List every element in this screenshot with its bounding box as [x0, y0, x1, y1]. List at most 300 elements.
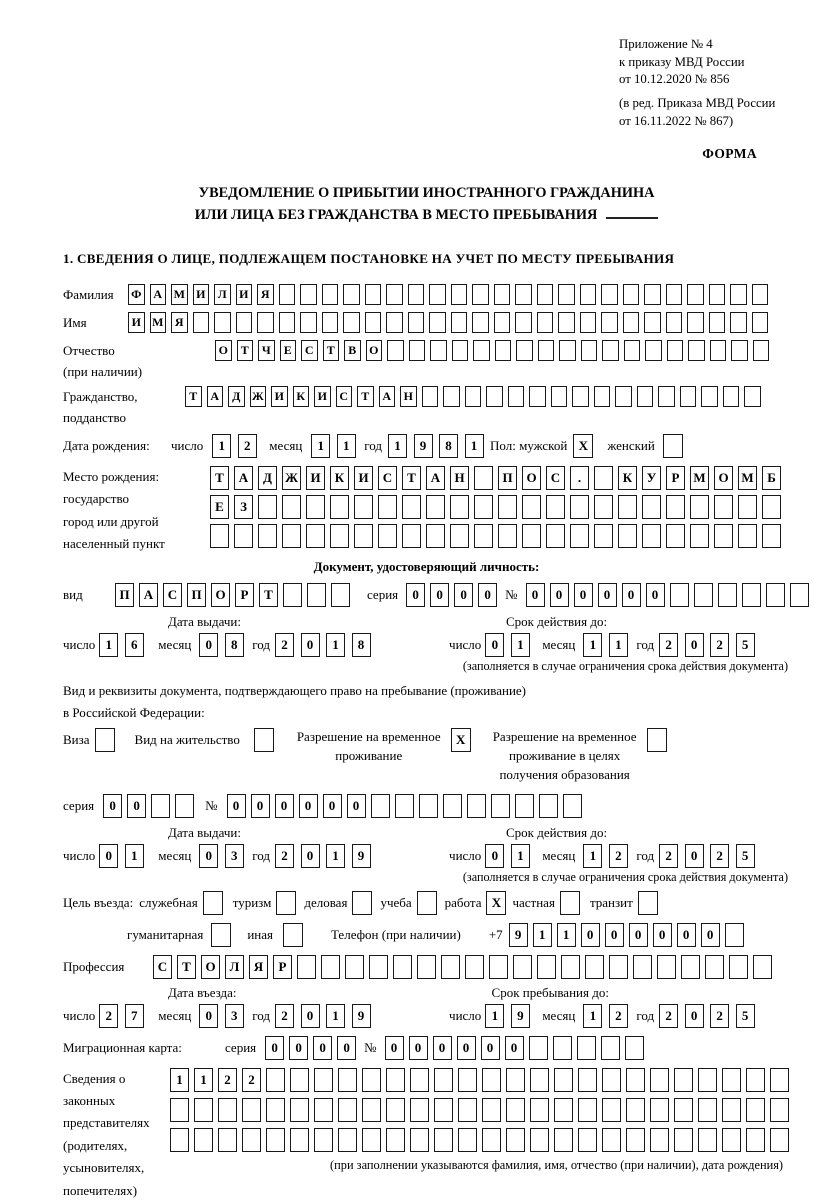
char-cell[interactable]: Б: [762, 466, 781, 490]
char-cell[interactable]: [615, 386, 632, 407]
char-cell[interactable]: [766, 583, 785, 607]
blank-line[interactable]: [606, 205, 658, 219]
char-cell[interactable]: [515, 312, 532, 333]
char-cell[interactable]: 0: [701, 923, 720, 947]
char-cell[interactable]: [234, 524, 253, 548]
char-cell[interactable]: [489, 955, 508, 979]
char-cell[interactable]: [637, 386, 654, 407]
char-cell[interactable]: [386, 284, 403, 305]
char-cell[interactable]: [513, 955, 532, 979]
char-cell[interactable]: Л: [225, 955, 244, 979]
purpose-checkbox-inaya[interactable]: [283, 923, 303, 947]
char-cell[interactable]: [658, 386, 675, 407]
char-cell[interactable]: [558, 284, 575, 305]
char-cell[interactable]: [321, 955, 340, 979]
char-cell[interactable]: [642, 495, 661, 519]
char-cell[interactable]: 0: [199, 1004, 218, 1028]
char-cell[interactable]: 0: [301, 1004, 320, 1028]
char-cell[interactable]: [95, 728, 115, 752]
char-cell[interactable]: [354, 524, 373, 548]
char-cell[interactable]: Р: [666, 466, 685, 490]
char-cell[interactable]: [698, 1098, 717, 1122]
char-cell[interactable]: [498, 495, 517, 519]
char-cell[interactable]: 2: [659, 633, 678, 657]
char-cell[interactable]: [722, 1128, 741, 1152]
char-cell[interactable]: [585, 955, 604, 979]
char-cell[interactable]: [701, 386, 718, 407]
char-cell[interactable]: 1: [212, 434, 231, 458]
char-cell[interactable]: [465, 386, 482, 407]
char-cell[interactable]: А: [207, 386, 224, 407]
sex-female-checkbox[interactable]: [663, 434, 683, 458]
char-cell[interactable]: [705, 955, 724, 979]
char-cell[interactable]: 6: [125, 633, 144, 657]
char-cell[interactable]: [722, 1098, 741, 1122]
char-cell[interactable]: 0: [99, 844, 118, 868]
char-cell[interactable]: 0: [409, 1036, 428, 1060]
purpose-checkbox-chastnaya[interactable]: [560, 891, 580, 915]
char-cell[interactable]: 1: [583, 633, 602, 657]
char-cell[interactable]: [194, 1128, 213, 1152]
char-cell[interactable]: [365, 312, 382, 333]
char-cell[interactable]: [730, 284, 747, 305]
char-cell[interactable]: [402, 495, 421, 519]
char-cell[interactable]: А: [426, 466, 445, 490]
char-cell[interactable]: Р: [235, 583, 254, 607]
char-cell[interactable]: [553, 1036, 572, 1060]
char-cell[interactable]: [663, 434, 683, 458]
char-cell[interactable]: 1: [326, 844, 345, 868]
char-cell[interactable]: [345, 955, 364, 979]
char-cell[interactable]: И: [193, 284, 210, 305]
char-cell[interactable]: [494, 312, 511, 333]
char-cell[interactable]: 1: [583, 844, 602, 868]
char-cell[interactable]: [322, 312, 339, 333]
char-cell[interactable]: [266, 1098, 285, 1122]
char-cell[interactable]: 0: [550, 583, 569, 607]
char-cell[interactable]: [729, 955, 748, 979]
char-cell[interactable]: Т: [402, 466, 421, 490]
char-cell[interactable]: [393, 955, 412, 979]
char-cell[interactable]: 2: [609, 844, 628, 868]
entry-year[interactable]: [275, 1004, 377, 1028]
char-cell[interactable]: [151, 794, 170, 818]
char-cell[interactable]: М: [150, 312, 167, 333]
char-cell[interactable]: 0: [301, 844, 320, 868]
char-cell[interactable]: 1: [485, 1004, 504, 1028]
char-cell[interactable]: [602, 340, 619, 361]
char-cell[interactable]: А: [150, 284, 167, 305]
char-cell[interactable]: [467, 794, 486, 818]
residence-issue-day[interactable]: [99, 844, 150, 868]
char-cell[interactable]: М: [171, 284, 188, 305]
char-cell[interactable]: [465, 955, 484, 979]
char-cell[interactable]: [472, 312, 489, 333]
birth-day-cells[interactable]: [212, 434, 263, 458]
char-cell[interactable]: 1: [311, 434, 330, 458]
char-cell[interactable]: [594, 524, 613, 548]
char-cell[interactable]: И: [128, 312, 145, 333]
char-cell[interactable]: [602, 1098, 621, 1122]
char-cell[interactable]: [322, 284, 339, 305]
sex-male-checkbox[interactable]: [573, 434, 593, 458]
char-cell[interactable]: [474, 495, 493, 519]
char-cell[interactable]: Н: [450, 466, 469, 490]
residence-valid-day[interactable]: [485, 844, 536, 868]
char-cell[interactable]: [644, 284, 661, 305]
char-cell[interactable]: [458, 1098, 477, 1122]
char-cell[interactable]: О: [522, 466, 541, 490]
char-cell[interactable]: [570, 524, 589, 548]
profession-cells[interactable]: [153, 955, 777, 979]
residence-valid-year[interactable]: [659, 844, 761, 868]
residence-permit-checkbox[interactable]: [254, 728, 274, 752]
char-cell[interactable]: [426, 495, 445, 519]
residence-number-cells[interactable]: [227, 794, 587, 818]
char-cell[interactable]: [410, 1128, 429, 1152]
char-cell[interactable]: .: [570, 466, 589, 490]
char-cell[interactable]: [314, 1068, 333, 1092]
char-cell[interactable]: [210, 524, 229, 548]
char-cell[interactable]: [537, 312, 554, 333]
char-cell[interactable]: [680, 386, 697, 407]
char-cell[interactable]: 1: [465, 434, 484, 458]
char-cell[interactable]: [491, 794, 510, 818]
char-cell[interactable]: [666, 312, 683, 333]
char-cell[interactable]: [266, 1068, 285, 1092]
purpose-checkbox-sluzhebnaya[interactable]: [203, 891, 223, 915]
char-cell[interactable]: [647, 728, 667, 752]
char-cell[interactable]: О: [215, 340, 232, 361]
char-cell[interactable]: 2: [710, 633, 729, 657]
char-cell[interactable]: И: [354, 466, 373, 490]
char-cell[interactable]: 1: [326, 633, 345, 657]
char-cell[interactable]: 0: [337, 1036, 356, 1060]
char-cell[interactable]: 1: [194, 1068, 213, 1092]
char-cell[interactable]: [306, 495, 325, 519]
char-cell[interactable]: [594, 495, 613, 519]
char-cell[interactable]: [314, 1128, 333, 1152]
char-cell[interactable]: О: [366, 340, 383, 361]
char-cell[interactable]: [409, 340, 426, 361]
patronymic-cells[interactable]: [215, 340, 774, 361]
char-cell[interactable]: 2: [275, 1004, 294, 1028]
char-cell[interactable]: [441, 955, 460, 979]
char-cell[interactable]: М: [690, 466, 709, 490]
char-cell[interactable]: [626, 1068, 645, 1092]
doc-kind-cells[interactable]: [115, 583, 355, 607]
char-cell[interactable]: 7: [125, 1004, 144, 1028]
residence-issue-year[interactable]: [275, 844, 377, 868]
char-cell[interactable]: [290, 1068, 309, 1092]
char-cell[interactable]: [378, 524, 397, 548]
char-cell[interactable]: [236, 312, 253, 333]
char-cell[interactable]: Ч: [258, 340, 275, 361]
char-cell[interactable]: 2: [275, 844, 294, 868]
char-cell[interactable]: [482, 1098, 501, 1122]
char-cell[interactable]: [194, 1098, 213, 1122]
char-cell[interactable]: [193, 312, 210, 333]
char-cell[interactable]: [645, 340, 662, 361]
char-cell[interactable]: К: [330, 466, 349, 490]
char-cell[interactable]: [624, 340, 641, 361]
char-cell[interactable]: [580, 312, 597, 333]
char-cell[interactable]: 9: [414, 434, 433, 458]
char-cell[interactable]: [330, 495, 349, 519]
char-cell[interactable]: [290, 1128, 309, 1152]
entry-month[interactable]: [199, 1004, 250, 1028]
char-cell[interactable]: [451, 284, 468, 305]
char-cell[interactable]: 5: [736, 844, 755, 868]
char-cell[interactable]: Я: [249, 955, 268, 979]
char-cell[interactable]: И: [271, 386, 288, 407]
char-cell[interactable]: [560, 891, 580, 915]
char-cell[interactable]: [742, 583, 761, 607]
birth-month-cells[interactable]: [311, 434, 362, 458]
char-cell[interactable]: И: [306, 466, 325, 490]
char-cell[interactable]: [738, 495, 757, 519]
char-cell[interactable]: [730, 312, 747, 333]
char-cell[interactable]: [362, 1068, 381, 1092]
char-cell[interactable]: 0: [275, 794, 294, 818]
char-cell[interactable]: 2: [275, 633, 294, 657]
char-cell[interactable]: 8: [439, 434, 458, 458]
char-cell[interactable]: [434, 1098, 453, 1122]
char-cell[interactable]: [770, 1098, 789, 1122]
char-cell[interactable]: [282, 495, 301, 519]
char-cell[interactable]: 0: [629, 923, 648, 947]
char-cell[interactable]: [486, 386, 503, 407]
char-cell[interactable]: [731, 340, 748, 361]
char-cell[interactable]: [482, 1068, 501, 1092]
char-cell[interactable]: 1: [533, 923, 552, 947]
char-cell[interactable]: [710, 340, 727, 361]
char-cell[interactable]: К: [293, 386, 310, 407]
char-cell[interactable]: [338, 1128, 357, 1152]
char-cell[interactable]: [450, 495, 469, 519]
char-cell[interactable]: [687, 284, 704, 305]
char-cell[interactable]: X: [451, 728, 471, 752]
char-cell[interactable]: [626, 1098, 645, 1122]
char-cell[interactable]: 1: [609, 633, 628, 657]
char-cell[interactable]: [694, 583, 713, 607]
char-cell[interactable]: [554, 1068, 573, 1092]
char-cell[interactable]: [690, 524, 709, 548]
char-cell[interactable]: [443, 386, 460, 407]
char-cell[interactable]: 0: [646, 583, 665, 607]
char-cell[interactable]: [666, 495, 685, 519]
char-cell[interactable]: [515, 284, 532, 305]
char-cell[interactable]: 0: [485, 844, 504, 868]
char-cell[interactable]: [714, 495, 733, 519]
char-cell[interactable]: [419, 794, 438, 818]
char-cell[interactable]: [752, 284, 769, 305]
char-cell[interactable]: [474, 466, 493, 490]
char-cell[interactable]: [369, 955, 388, 979]
char-cell[interactable]: [744, 386, 761, 407]
char-cell[interactable]: [338, 1098, 357, 1122]
char-cell[interactable]: [458, 1128, 477, 1152]
char-cell[interactable]: [429, 284, 446, 305]
char-cell[interactable]: Т: [259, 583, 278, 607]
char-cell[interactable]: [386, 1068, 405, 1092]
identity-issue-month[interactable]: [199, 633, 250, 657]
char-cell[interactable]: [443, 794, 462, 818]
char-cell[interactable]: 2: [242, 1068, 261, 1092]
char-cell[interactable]: 5: [736, 1004, 755, 1028]
char-cell[interactable]: У: [642, 466, 661, 490]
purpose-checkbox-delovaya[interactable]: [352, 891, 372, 915]
char-cell[interactable]: [378, 495, 397, 519]
char-cell[interactable]: 0: [685, 1004, 704, 1028]
char-cell[interactable]: Л: [214, 284, 231, 305]
char-cell[interactable]: [387, 340, 404, 361]
char-cell[interactable]: [282, 524, 301, 548]
char-cell[interactable]: Т: [357, 386, 374, 407]
char-cell[interactable]: 0: [605, 923, 624, 947]
char-cell[interactable]: Т: [185, 386, 202, 407]
char-cell[interactable]: [530, 1128, 549, 1152]
mc-number-cells[interactable]: [385, 1036, 649, 1060]
char-cell[interactable]: [762, 524, 781, 548]
char-cell[interactable]: С: [153, 955, 172, 979]
char-cell[interactable]: [508, 386, 525, 407]
char-cell[interactable]: [601, 1036, 620, 1060]
identity-issue-day[interactable]: [99, 633, 150, 657]
char-cell[interactable]: 2: [710, 1004, 729, 1028]
char-cell[interactable]: [594, 386, 611, 407]
char-cell[interactable]: Ж: [282, 466, 301, 490]
char-cell[interactable]: [666, 524, 685, 548]
char-cell[interactable]: [722, 1068, 741, 1092]
char-cell[interactable]: 0: [265, 1036, 284, 1060]
char-cell[interactable]: 9: [352, 1004, 371, 1028]
char-cell[interactable]: [451, 312, 468, 333]
char-cell[interactable]: [594, 466, 613, 490]
char-cell[interactable]: [546, 495, 565, 519]
char-cell[interactable]: 0: [313, 1036, 332, 1060]
char-cell[interactable]: [770, 1068, 789, 1092]
char-cell[interactable]: [578, 1128, 597, 1152]
char-cell[interactable]: [352, 891, 372, 915]
char-cell[interactable]: [578, 1068, 597, 1092]
char-cell[interactable]: [551, 386, 568, 407]
char-cell[interactable]: [690, 495, 709, 519]
char-cell[interactable]: [365, 284, 382, 305]
char-cell[interactable]: Ж: [250, 386, 267, 407]
char-cell[interactable]: И: [314, 386, 331, 407]
char-cell[interactable]: [572, 386, 589, 407]
char-cell[interactable]: 9: [509, 923, 528, 947]
char-cell[interactable]: 1: [557, 923, 576, 947]
char-cell[interactable]: [570, 495, 589, 519]
char-cell[interactable]: [266, 1128, 285, 1152]
char-cell[interactable]: [170, 1098, 189, 1122]
residence-series-cells[interactable]: [103, 794, 199, 818]
char-cell[interactable]: Н: [400, 386, 417, 407]
char-cell[interactable]: [601, 284, 618, 305]
char-cell[interactable]: [386, 1128, 405, 1152]
representatives-row3-cells[interactable]: [170, 1128, 794, 1152]
char-cell[interactable]: Д: [258, 466, 277, 490]
char-cell[interactable]: [371, 794, 390, 818]
temp-permit-checkbox[interactable]: [451, 728, 471, 752]
char-cell[interactable]: [601, 312, 618, 333]
char-cell[interactable]: 1: [125, 844, 144, 868]
char-cell[interactable]: А: [234, 466, 253, 490]
mc-series-cells[interactable]: [265, 1036, 361, 1060]
char-cell[interactable]: [408, 312, 425, 333]
stay-month[interactable]: [583, 1004, 634, 1028]
char-cell[interactable]: 5: [736, 633, 755, 657]
char-cell[interactable]: 0: [301, 633, 320, 657]
char-cell[interactable]: 0: [622, 583, 641, 607]
char-cell[interactable]: [395, 794, 414, 818]
char-cell[interactable]: 1: [388, 434, 407, 458]
char-cell[interactable]: [642, 524, 661, 548]
char-cell[interactable]: Е: [210, 495, 229, 519]
char-cell[interactable]: [474, 524, 493, 548]
char-cell[interactable]: [790, 583, 809, 607]
char-cell[interactable]: 0: [454, 583, 473, 607]
char-cell[interactable]: [495, 340, 512, 361]
char-cell[interactable]: Д: [228, 386, 245, 407]
char-cell[interactable]: [170, 1128, 189, 1152]
char-cell[interactable]: [537, 955, 556, 979]
char-cell[interactable]: [723, 386, 740, 407]
char-cell[interactable]: [546, 524, 565, 548]
char-cell[interactable]: 0: [227, 794, 246, 818]
char-cell[interactable]: [650, 1128, 669, 1152]
char-cell[interactable]: [314, 1098, 333, 1122]
char-cell[interactable]: [506, 1128, 525, 1152]
char-cell[interactable]: 0: [199, 844, 218, 868]
char-cell[interactable]: [402, 524, 421, 548]
purpose-checkbox-gumanitarnaya[interactable]: [211, 923, 231, 947]
char-cell[interactable]: [482, 1128, 501, 1152]
char-cell[interactable]: [638, 891, 658, 915]
char-cell[interactable]: [214, 312, 231, 333]
char-cell[interactable]: [300, 284, 317, 305]
char-cell[interactable]: 3: [225, 844, 244, 868]
char-cell[interactable]: О: [714, 466, 733, 490]
char-cell[interactable]: X: [573, 434, 593, 458]
char-cell[interactable]: [674, 1098, 693, 1122]
char-cell[interactable]: [429, 312, 446, 333]
char-cell[interactable]: А: [379, 386, 396, 407]
char-cell[interactable]: [563, 794, 582, 818]
char-cell[interactable]: [538, 340, 555, 361]
char-cell[interactable]: [498, 524, 517, 548]
entry-day[interactable]: [99, 1004, 150, 1028]
purpose-checkbox-ucheba[interactable]: [417, 891, 437, 915]
char-cell[interactable]: [422, 386, 439, 407]
char-cell[interactable]: 1: [326, 1004, 345, 1028]
char-cell[interactable]: [762, 495, 781, 519]
char-cell[interactable]: [434, 1128, 453, 1152]
char-cell[interactable]: [618, 524, 637, 548]
char-cell[interactable]: 0: [574, 583, 593, 607]
char-cell[interactable]: [362, 1098, 381, 1122]
char-cell[interactable]: А: [139, 583, 158, 607]
char-cell[interactable]: [537, 284, 554, 305]
char-cell[interactable]: Ф: [128, 284, 145, 305]
char-cell[interactable]: С: [546, 466, 565, 490]
char-cell[interactable]: [408, 284, 425, 305]
char-cell[interactable]: [709, 284, 726, 305]
char-cell[interactable]: С: [301, 340, 318, 361]
char-cell[interactable]: [770, 1128, 789, 1152]
